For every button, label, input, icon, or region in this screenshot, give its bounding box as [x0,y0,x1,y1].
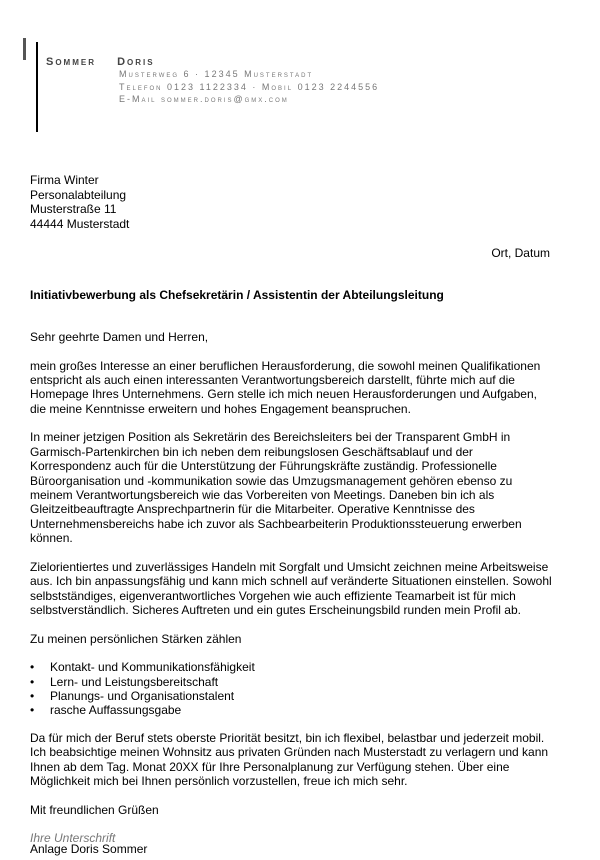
salutation: Sehr geehrte Damen und Herren, [30,330,209,344]
paragraph-work-style: Zielorientiertes und zuverlässiges Handeln mit Sorgfalt und Umsicht zeichnen meine Arbeitsweise aus. Ich bin anpassungsfähig und kann mich schnell auf veränderte Situationen einstellen. Sowohl selbstständiges, eigenverantwortliches Vorgehen wie auch effiziente Teamarbeit ist für mich selbstverständlich. Sicheres Auftreten und ein gutes Erscheinungsbild runden mein Profil ab. [30,559,552,618]
header-accent-bar [23,38,26,60]
recipient-company: Firma Winter [30,173,99,187]
list-item: • Kontakt- und Kommunikationsfähigkeit [30,660,555,674]
sender-name [46,56,171,68]
list-item: • Planungs- und Organisationstalent [30,689,555,703]
signature-placeholder: Ihre Unterschrift [30,831,116,846]
signer-name-partial: Anlage Doris Sommer [30,842,148,856]
paragraph-current-position: In meiner jetzigen Position als Sekretärin des Bereichsleiters bei der Transparent GmbH in Garmisch-Partenkirchen bin ich neben dem reibungslosen Geschäftsablauf und der Korrespondenz auch für die Unterstützung der Führungskräfte zuständig. Professionelle Büroorganisation und -kommunikation sowie das Umzugsmanagement gehören ebenso zu meinem Verantwortungsbereich wie das Vorbereiten von Meetings. Daneben bin ich als Gleitzeitbeauftragte Ansprechpartnerin für die Mitarbeiter. Operative Kenntnisse des Unternehmensbereichs habe ich zuvor als Sachbearbeiterin Produktionssteuerung erwerben können. [30,430,522,546]
closing-greeting: Mit freundlichen Grüßen [30,802,159,817]
strengths-intro: Zu meinen persönlichen Stärken zählen [30,631,242,646]
sender-surname: Sommer [46,56,97,68]
list-item: • Lern- und Leistungsbereitschaft [30,675,555,689]
recipient-address [30,173,129,231]
subject-line: Initiativbewerbung als Chefsekretärin / Assistentin der Abteilungsleitung [30,288,444,302]
sender-phones: Telefon 0123 1122334 · Mobil 0123 2244556 [119,82,380,92]
recipient-department: Personalabteilung [30,187,127,202]
paragraph-availability: Da für mich der Beruf stets oberste Priorität besitzt, bin ich flexibel, belastbar und jederzeit mobil. Ich beabsichtige meinen Wohnsitz aus privaten Gründen nach Musterstadt zu verlagern und kann Ihnen ab dem Tag. Monat 20XX für Ihre Personalplanung zur Verfügung stehen. Über eine Möglichkeit mich bei Ihnen persönlich vorzustellen, freue ich mich sehr. [30,730,549,789]
sender-firstname: Doris [117,56,155,68]
recipient-city: 44444 Musterstadt [30,216,130,231]
strengths-list [30,660,555,718]
place-date: Ort, Datum [491,246,550,260]
letter-body [30,330,555,860]
list-item: • rasche Auffassungsgabe [30,703,555,717]
sender-email: E-Mail sommer.doris@gmx.com [119,94,289,104]
recipient-street: Musterstraße 11 [30,202,117,216]
paragraph-motivation: mein großes Interesse an einer beruflichen Herausforderung, die sowohl meinen Qualifikationen entspricht als auch einen interessanten Verantwortungsbereich darstellt, führte mich auf die Homepage Ihres Unternehmens. Gern stelle ich mich neuen Herausforderungen und Aufgaben, die meine Kenntnisse erweitern und hohes Engagement beanspruchen. [30,358,541,416]
header-vertical-rule [36,42,38,132]
sender-address: Musterweg 6 · 12345 Musterstadt [119,69,314,79]
